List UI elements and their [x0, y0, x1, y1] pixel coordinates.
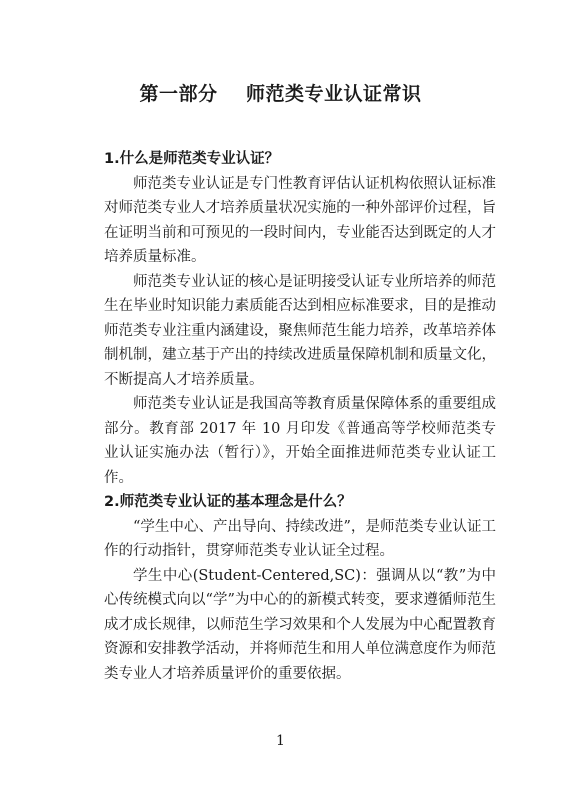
page-number: 1	[276, 733, 285, 749]
document-body	[104, 147, 496, 686]
section-heading: 2.师范类专业认证的基本理念是什么？	[104, 494, 352, 510]
paragraph: “学生中心、产出导向、持续改进”，是师范类专业认证工作的行动指针，贯穿师范类专业认证全过程。	[104, 518, 496, 559]
paragraph: 师范类专业认证是我国高等教育质量保障体系的重要组成部分。教育部 2017 年 10 月印发《普通高等学校师范类专业认证实施办法（暂行）》，开始全面推进师范类专业认证工作。	[104, 396, 496, 486]
paragraph: 学生中心(Student-Centered,SC)：强调从以“教”为中心传统模式向以“学”为中心的的新模式转变，要求遵循师范生成才成长规律，以师范生学习效果和个人发展为中心配置教育资源和安排教学活动，并将师范生和用人单位满意度作为师范类专业人才培养质量评价的重要依据。	[104, 567, 496, 682]
section-2	[104, 490, 496, 686]
paragraph: 师范类专业认证的核心是证明接受认证专业所培养的师范生在毕业时知识能力素质能否达到相应标准要求，目的是推动师范类专业注重内涵建设，聚焦师范生能力培养，改革培养体制机制，建立基于产出的持续改进质量保障机制和质量文化，不断提高人才培养质量。	[104, 273, 496, 388]
document-title: 第一部分 师范类专业认证常识	[139, 83, 422, 105]
section-1	[104, 147, 496, 490]
section-heading: 1.什么是师范类专业认证？	[104, 151, 280, 167]
paragraph: 师范类专业认证是专门性教育评估认证机构依照认证标准对师范类专业人才培养质量状况实施的一种外部评价过程，旨在证明当前和可预见的一段时间内，专业能否达到既定的人才培养质量标准。	[104, 175, 496, 265]
